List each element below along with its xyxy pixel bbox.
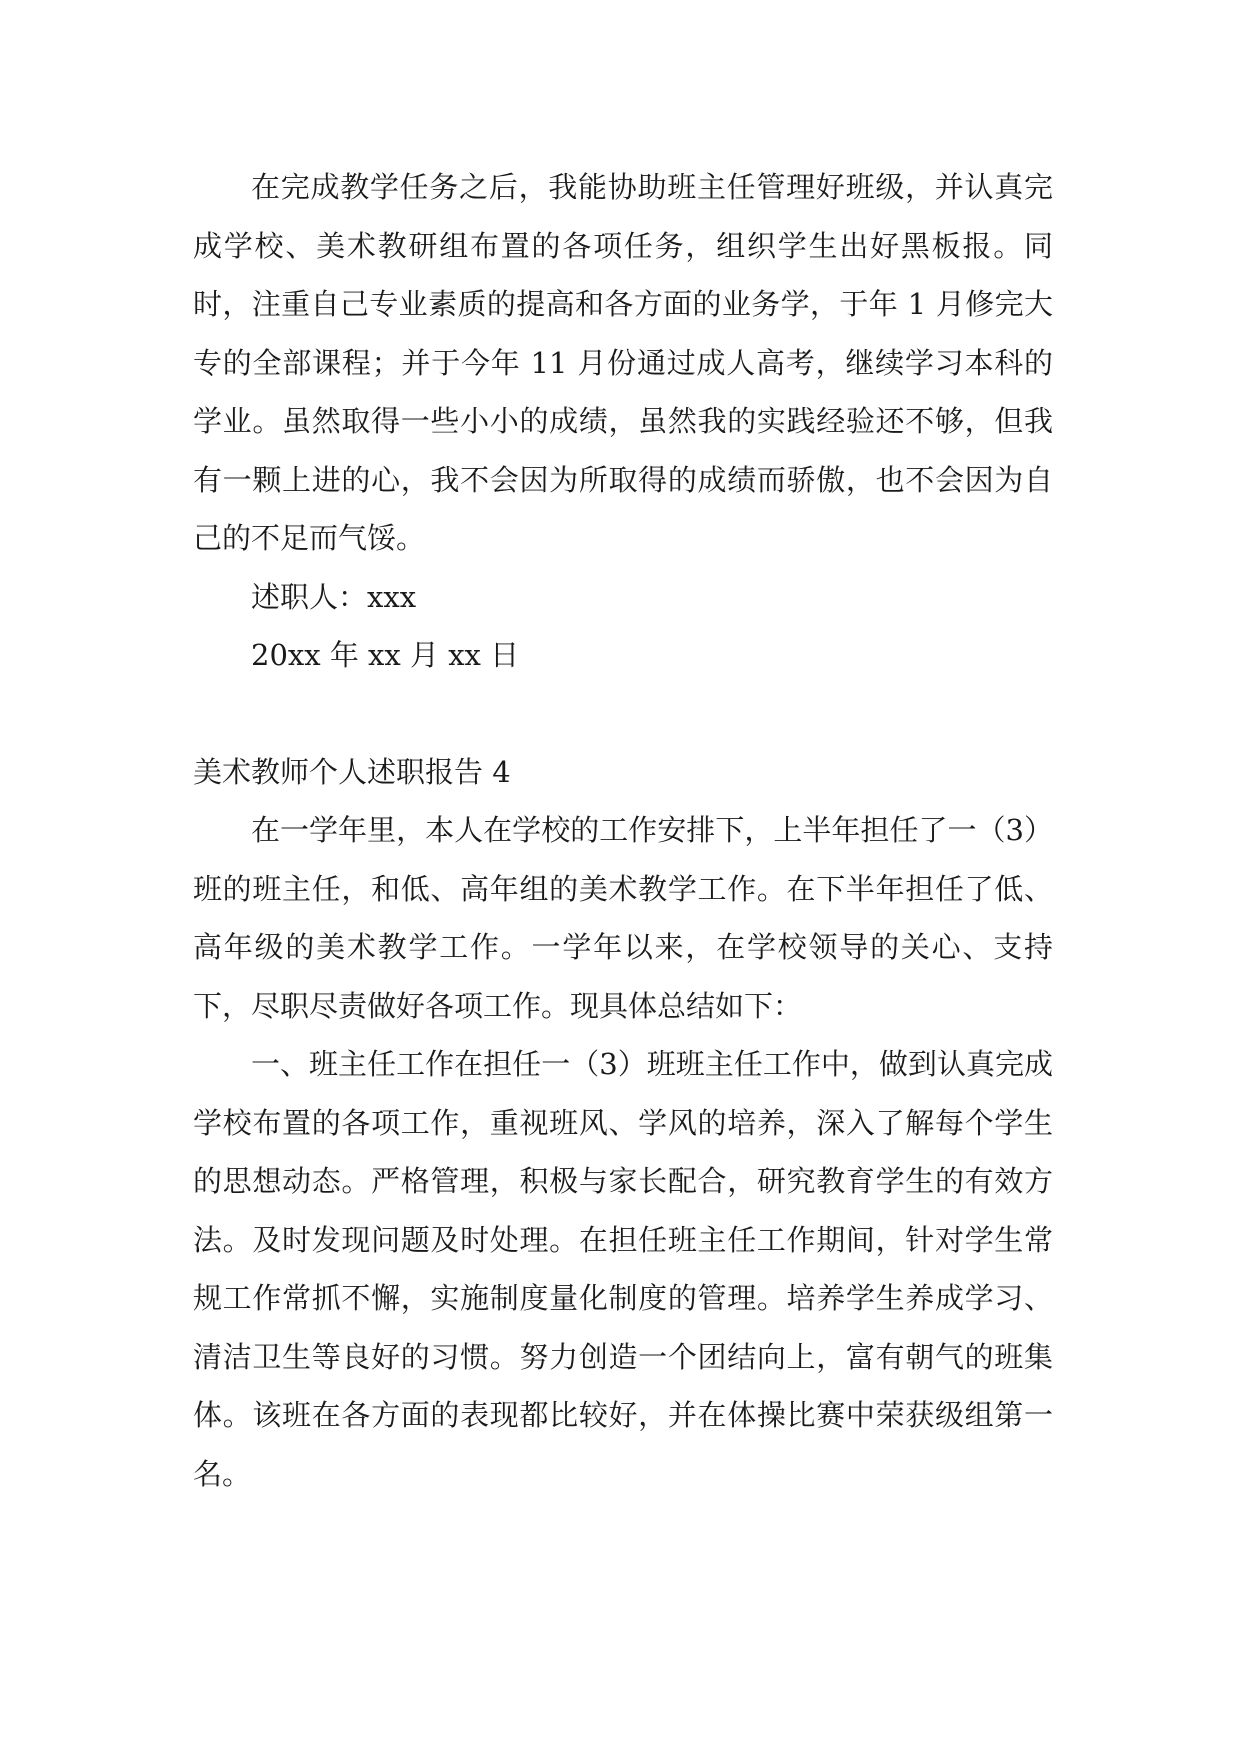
date-line: 20xx 年 xx 月 xx 日 <box>251 638 520 672</box>
paragraph: 在完成教学任务之后，我能协助班主任管理好班级，并认真完成学校、美术教研组布置的各项任务，组织学生出好黑板报。同时，注重自己专业素质的提高和各方面的业务学，于年 1 月修完大专的全部课程；并于今年 11 月份通过成人高考，继续学习本科的学业。虽然取得一些小小的成绩，虽然我的实践经验还不够，但我有一颗上进的心，我不会因为所取得的成绩而骄傲，也不会因为自己的不足而气馁。 <box>193 170 1053 555</box>
paragraph: 在一学年里，本人在学校的工作安排下，上半年担任了一（3）班的班主任，和低、高年组的美术教学工作。在下半年担任了低、高年级的美术教学工作。一学年以来，在学校领导的关心、支持下，尽职尽责做好各项工作。现具体总结如下： <box>193 813 1053 1023</box>
paragraph: 一、班主任工作在担任一（3）班班主任工作中，做到认真完成学校布置的各项工作，重视班风、学风的培养，深入了解每个学生的思想动态。严格管理，积极与家长配合，研究教育学生的有效方法。及时发现问题及时处理。在担任班主任工作期间，针对学生常规工作常抓不懈，实施制度量化制度的管理。培养学生养成学习、清洁卫生等良好的习惯。努力创造一个团结向上，富有朝气的班集体。该班在各方面的表现都比较好，并在体操比赛中荣获级组第一名。 <box>193 1047 1053 1491</box>
section-title: 美术教师个人述职报告 4 <box>193 754 511 789</box>
document-body <box>193 158 1053 1503</box>
signature-line: 述职人：xxx <box>251 579 417 614</box>
